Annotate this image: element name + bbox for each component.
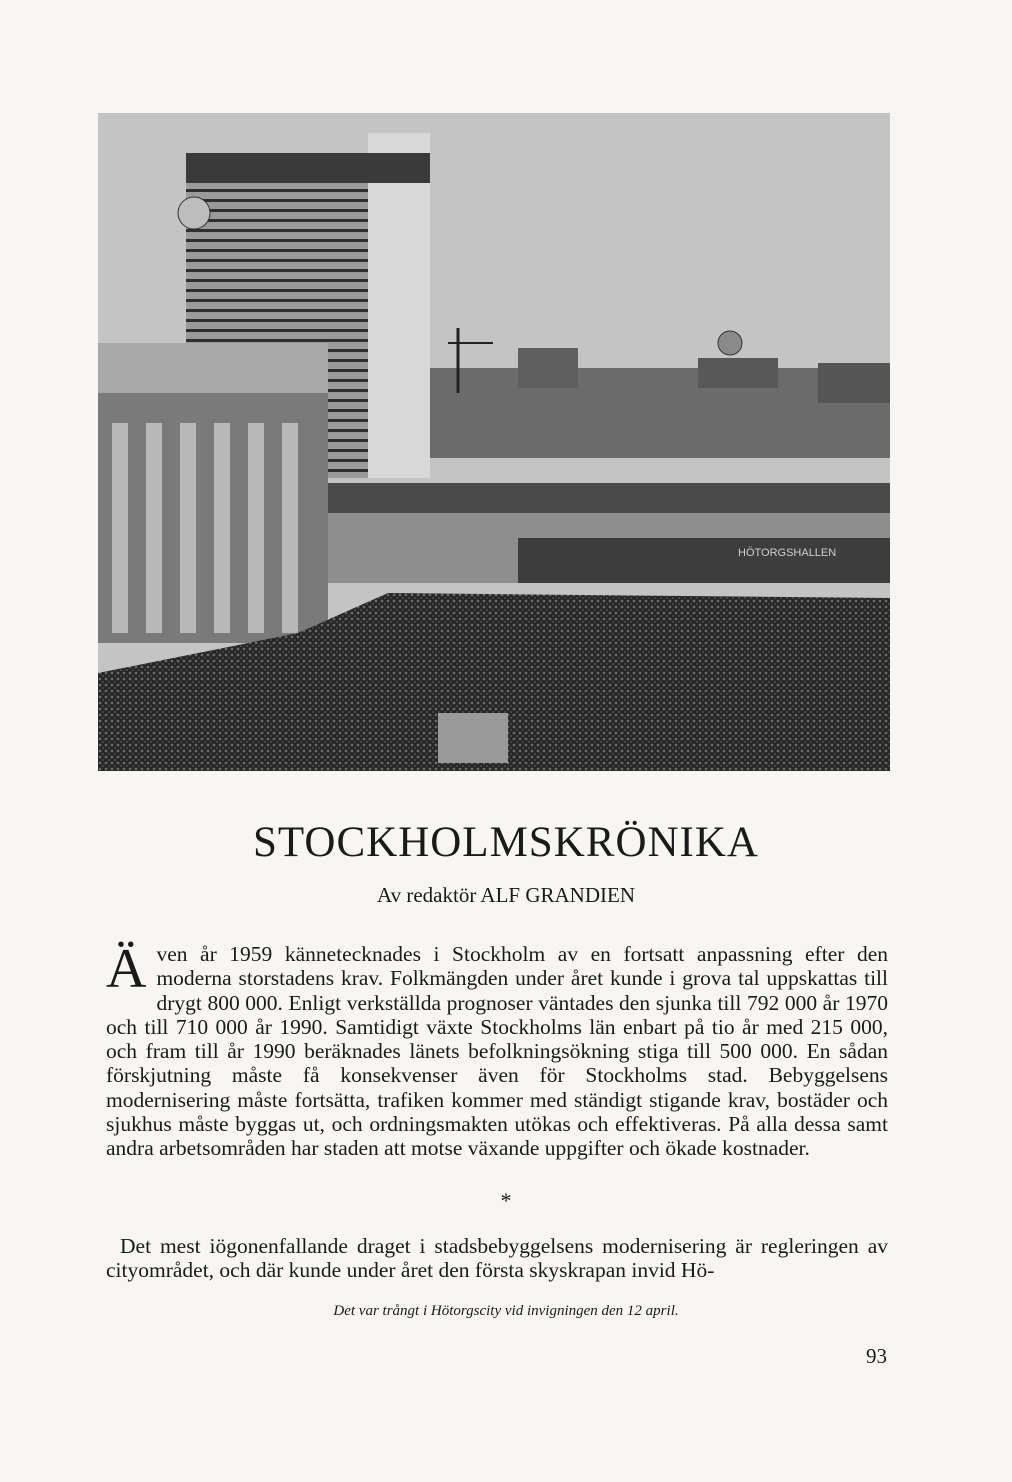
paragraph-1 [106, 938, 888, 1161]
photo-hotorgscity [98, 113, 890, 771]
page-number: 93 [866, 1344, 887, 1368]
paragraph-1-text: ven år 1959 kännetecknades i Stockholm av en fortsatt anpassning efter den moderna storstadens krav. Folkmängden under året kunde i grova tal uppskattas till drygt 800 000. Enligt verkställda prognoser väntades den sjunka till 792 000 år 1970 och till 710 000 år 1990. Samtidigt växte Stockholms län enbart på tio år med 215 000, och fram till år 1990 beräknades länets befolkningsökning stiga till 500 000. En sådan förskjutning måste få konsekvenser även för Stockholms stad. Bebyggelsens modernisering måste fortsätta, trafiken kommer med ständigt stigande krav, bostäder och sjukhus måste byggas ut, och ordningsmakten utökas och effektiveras. På alla dessa samt andra arbetsområden har staden att motse växande uppgifter och ökade kostnader. [106, 942, 888, 1161]
photo-caption: Det var trångt i Hötorgscity vid invigningen den 12 april. [333, 1303, 679, 1319]
paragraph-2: Det mest iögonenfallande draget i stadsbebyggelsens modernisering är regleringen av cityområdet, och där kunde under året den första skyskrapan invid Hö- [106, 1234, 888, 1283]
photo-illustration [98, 113, 890, 771]
byline: Av redaktör ALF GRANDIEN [377, 883, 635, 907]
section-separator: * [500, 1188, 512, 1213]
hotorgshallen-sign: HÖTORGSHALLEN [738, 547, 837, 559]
article-title: STOCKHOLMSKRÖNIKA [253, 819, 759, 866]
dropcap: Ä [106, 938, 147, 1000]
